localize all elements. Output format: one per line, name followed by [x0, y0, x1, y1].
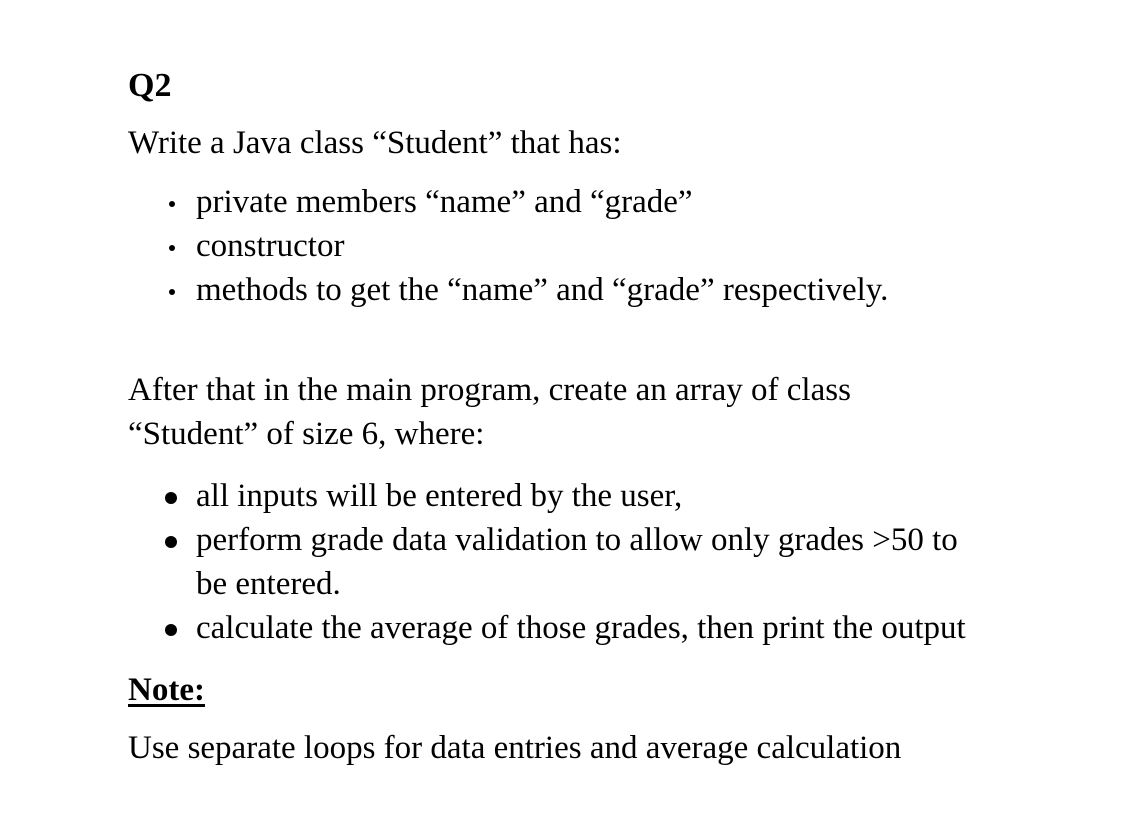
list-item — [128, 606, 966, 650]
bullet-icon — [165, 536, 177, 548]
list-item-text: constructor — [196, 228, 345, 264]
main-program-intro — [128, 368, 851, 456]
note-text: Use separate loops for data entries and average calculation — [128, 730, 902, 766]
list-item — [128, 224, 888, 268]
bullet-icon — [169, 245, 175, 251]
class-requirements-list — [128, 180, 888, 312]
bullet-icon — [165, 492, 177, 504]
list-item-text: perform grade data validation to allow only grades >50 to — [196, 522, 958, 558]
question-label: Q2 — [128, 67, 172, 104]
note-heading: Note: — [128, 672, 205, 708]
bullet-icon — [165, 624, 177, 636]
list-item-text: private members “name” and “grade” — [196, 184, 693, 220]
main-intro-line-1: After that in the main program, create an array of class — [128, 372, 851, 408]
list-item-text-continued: be entered. — [196, 566, 341, 602]
question-intro: Write a Java class “Student” that has: — [128, 125, 622, 161]
list-item-text: calculate the average of those grades, then print the output — [196, 610, 966, 646]
bullet-icon — [169, 201, 175, 207]
main-intro-line-2: “Student” of size 6, where: — [128, 416, 485, 452]
bullet-icon — [169, 289, 175, 295]
list-item — [128, 180, 888, 224]
list-item-text: methods to get the “name” and “grade” respectively. — [196, 272, 889, 308]
list-item — [128, 518, 966, 606]
main-requirements-list — [128, 474, 966, 650]
list-item-text: all inputs will be entered by the user, — [196, 478, 683, 514]
list-item — [128, 474, 966, 518]
list-item — [128, 268, 888, 312]
